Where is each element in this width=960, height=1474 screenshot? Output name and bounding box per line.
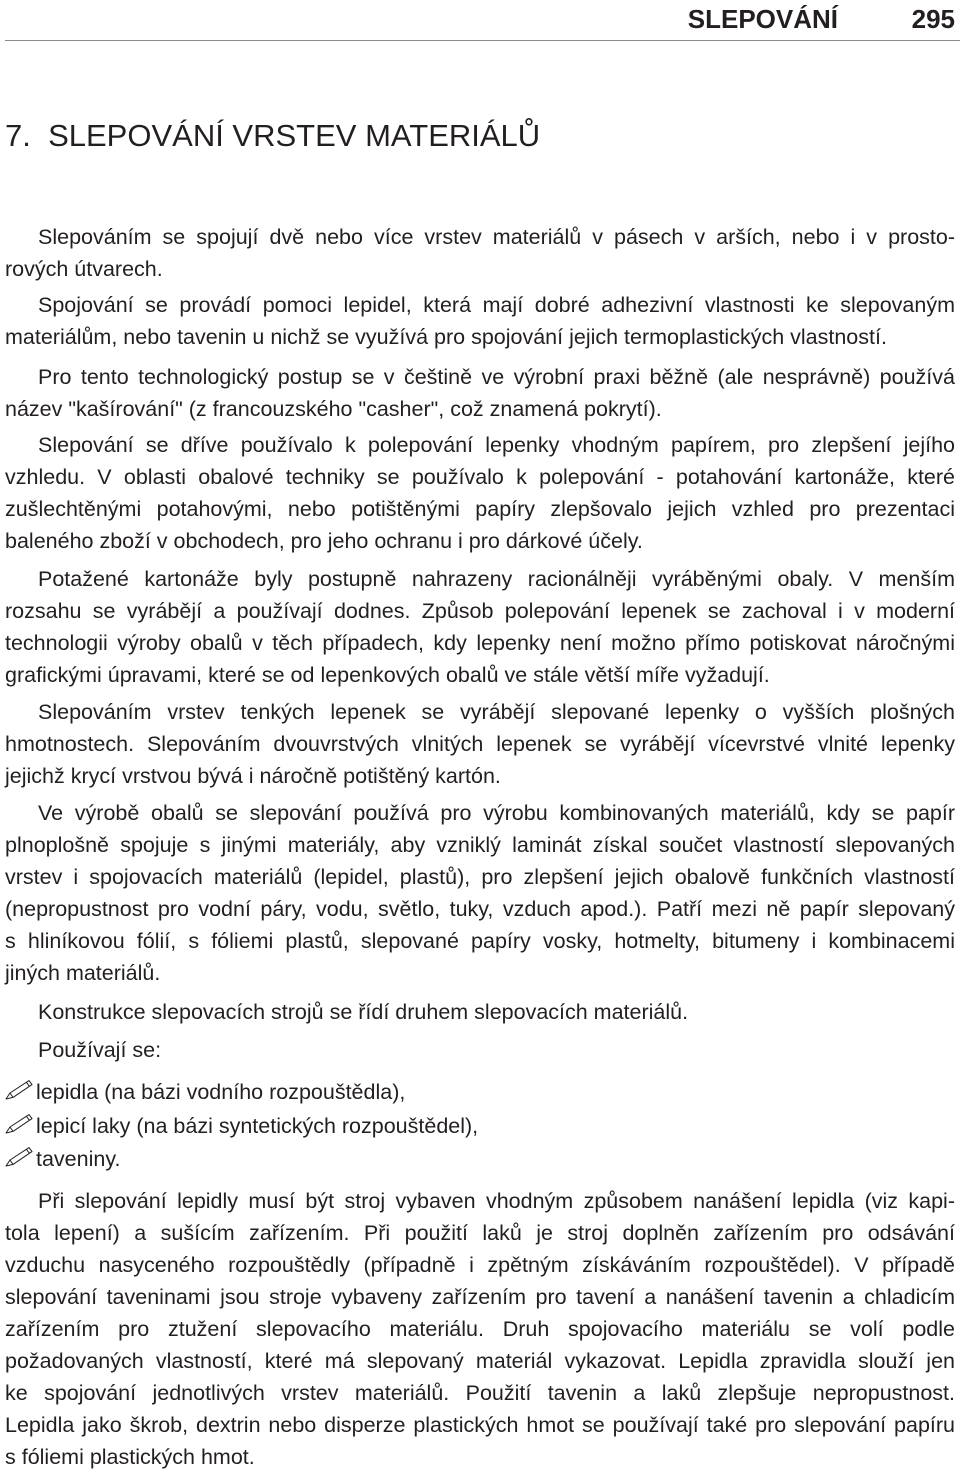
paragraph-line: baleného zboží v obchodech, pro jeho ochranu i pro dárkové účely. bbox=[5, 529, 643, 553]
paragraph bbox=[5, 797, 955, 989]
header-rule bbox=[5, 40, 960, 41]
paragraph-line: grafickými úpravami, které se od lepenkových obalů ve stále větší míře vyžadují. bbox=[5, 663, 770, 687]
paragraph-line: tola lepení) a sušícím zařízením. Při použití laků je stroj doplněn zařízením pro odsávání bbox=[5, 1221, 955, 1245]
paragraph-line: s fóliemi plastických hmot. bbox=[5, 1445, 255, 1469]
paragraph-line: materiálům, nebo tavenin u nichž se využívá pro spojování jejich termoplastických vlastností. bbox=[5, 325, 887, 349]
paragraph bbox=[5, 696, 955, 792]
paragraph-line: plnoplošně spojuje s jinými materiály, aby vzniklý laminát získal součet vlastností slepovaných bbox=[5, 833, 955, 857]
paragraph-line: rových útvarech. bbox=[5, 257, 163, 281]
pencil-icon bbox=[5, 1144, 33, 1164]
paragraph-line: zařízením pro ztužení slepovacího materiálu. Druh spojovacího materiálu se volí podle bbox=[5, 1317, 955, 1341]
paragraph-line: ke spojování jednotlivých vrstev materiálů. Použití tavenin a laků zlepšuje nepropustnost. bbox=[5, 1381, 955, 1405]
paragraph-line: Konstrukce slepovacích strojů se řídí druhem slepovacích materiálů. bbox=[38, 1000, 689, 1024]
paragraph bbox=[5, 1034, 955, 1066]
paragraph-line: Ve výrobě obalů se slepování používá pro výrobu kombinovaných materiálů, kdy se papír bbox=[38, 801, 955, 825]
list-item bbox=[5, 1076, 955, 1108]
paragraph-line: rozsahu se vyrábějí a používají dodnes. Způsob polepování lepenek se zachoval i v moderní bbox=[5, 599, 955, 623]
paragraph bbox=[5, 429, 955, 557]
running-head-title: SLEPOVÁNÍ bbox=[687, 4, 838, 34]
list-item-text: lepidla (na bázi vodního rozpouštědla), bbox=[36, 1080, 406, 1104]
paragraph-line: slepování taveninami jsou stroje vybaveny zařízením pro tavení a nanášení tavenin a chladicím bbox=[5, 1285, 955, 1309]
paragraph-line: název "kašírování" (z francouzského "casher", což znamená pokrytí). bbox=[5, 397, 662, 421]
paragraph-line: Lepidla jako škrob, dextrin nebo disperze plastických hmot se používají také pro slepování papíru bbox=[5, 1413, 955, 1437]
list-item-text: lepicí laky (na bázi syntetických rozpouštědel), bbox=[36, 1114, 479, 1138]
paragraph-line: Potažené kartonáže byly postupně nahrazeny racionálněji vyráběnými obaly. V menším bbox=[38, 567, 955, 591]
paragraph-line: jejichž krycí vrstvou bývá i náročně potištěný kartón. bbox=[5, 764, 501, 788]
list-item bbox=[5, 1110, 955, 1142]
paragraph-line: vzhledu. V oblasti obalové techniky se používalo k polepování - potahování kartonáže, které bbox=[5, 465, 955, 489]
paragraph-line: zušlechtěnými potahovými, nebo potištěnými papíry zlepšovalo jejich vzhled pro prezentaci bbox=[5, 497, 955, 521]
paragraph bbox=[5, 289, 955, 353]
chapter-title: 7. SLEPOVÁNÍ VRSTEV MATERIÁLŮ bbox=[5, 118, 541, 153]
paragraph bbox=[5, 563, 955, 691]
paragraph-line: Používají se: bbox=[38, 1038, 162, 1062]
paragraph-line: požadovaných vlastností, které má slepovaný materiál vykazovat. Lepidla zpravidla slouží jen bbox=[5, 1349, 955, 1373]
paragraph-line: Spojování se provádí pomoci lepidel, která mají dobré adhezivní vlastnosti ke slepovaným bbox=[38, 293, 955, 317]
paragraph-line: Při slepování lepidly musí být stroj vybaven vhodným způsobem nanášení lepidla (viz kapi- bbox=[38, 1189, 955, 1213]
paragraph bbox=[5, 996, 955, 1028]
paragraph-line: jiných materiálů. bbox=[5, 961, 161, 985]
paragraph-line: vrstev i spojovacích materiálů (lepidel, plastů), pro zlepšení jejich obalově funkčních vlastností bbox=[5, 865, 955, 889]
list-item bbox=[5, 1143, 955, 1175]
paragraph-line: hmotnostech. Slepováním dvouvrstvých vlnitých lepenek se vyrábějí vícevrstvé vlnité lepenky bbox=[5, 732, 955, 756]
paragraph-line: Pro tento technologický postup se v češtině ve výrobní praxi běžně (ale nesprávně) používá bbox=[38, 365, 955, 389]
paragraph-line: vzduchu nasyceného rozpouštědly (případně i zpětným získáváním rozpouštědel). V případě bbox=[5, 1253, 955, 1277]
paragraph bbox=[5, 361, 955, 425]
paragraph bbox=[5, 1185, 955, 1473]
paragraph-line: s hliníkovou fólií, s fóliemi plastů, slepované papíry vosky, hotmelty, bitumeny i kombinacemi bbox=[5, 929, 955, 953]
paragraph-line: Slepováním vrstev tenkých lepenek se vyrábějí slepované lepenky o vyšších plošných bbox=[38, 700, 955, 724]
paragraph bbox=[5, 221, 955, 285]
paragraph-line: (nepropustnost pro vodní páry, vodu, světlo, tuky, vzduch apod.). Patří mezi ně papír slepovaný bbox=[5, 897, 955, 921]
page-number: 295 bbox=[911, 4, 955, 34]
paragraph-line: technologii výroby obalů v těch případech, kdy lepenky není možno přímo potiskovat náročnými bbox=[5, 631, 955, 655]
pencil-icon bbox=[5, 1111, 33, 1131]
list-item-text: taveniny. bbox=[36, 1147, 121, 1171]
paragraph-line: Slepování se dříve používalo k polepování lepenky vhodným papírem, pro zlepšení jejího bbox=[38, 433, 955, 457]
paragraph-line: Slepováním se spojují dvě nebo více vrstev materiálů v pásech v arších, nebo i v prosto- bbox=[38, 225, 955, 249]
pencil-icon bbox=[5, 1077, 33, 1097]
